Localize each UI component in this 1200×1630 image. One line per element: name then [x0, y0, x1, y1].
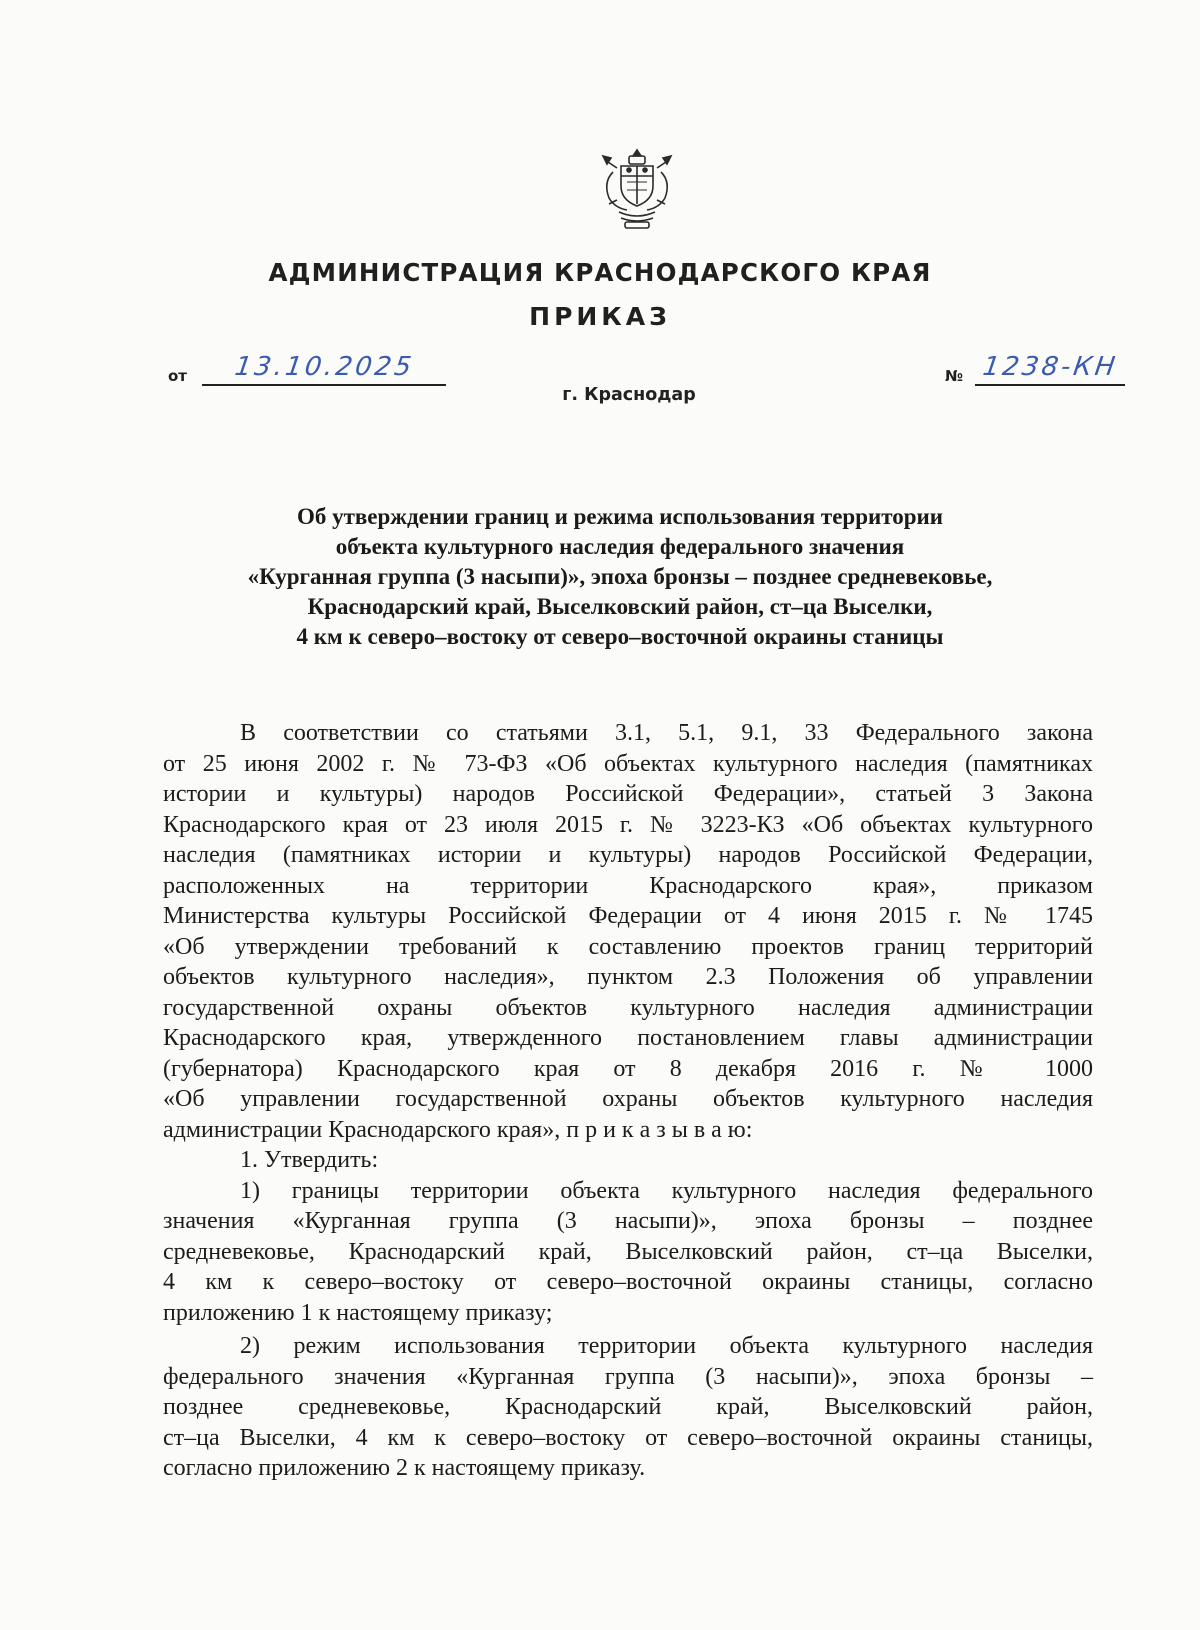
preamble-line: расположенных на территории Краснодарского края», приказом: [163, 872, 1093, 899]
document-title: [150, 502, 1090, 652]
title-line: «Курганная группа (3 насыпи)», эпоха бронзы – позднее средневековье,: [247, 564, 993, 589]
title-line: объекта культурного наследия федерального значения: [335, 534, 905, 559]
preamble-line: государственной охраны объектов культурного наследия администрации: [163, 994, 1093, 1021]
organization-name: АДМИНИСТРАЦИЯ КРАСНОДАРСКОГО КРАЯ: [268, 258, 932, 287]
subitem-2-line: ст–ца Выселки, 4 км к северо–востоку от северо–восточной окраины станицы,: [163, 1424, 1093, 1451]
subitem-1-line: средневековье, Краснодарский край, Выселковский район, ст–ца Выселки,: [163, 1238, 1093, 1265]
subitem-1-line: 1) границы территории объекта культурного наследия федерального: [240, 1177, 1093, 1204]
preamble-line: администрации Краснодарского края», п р и к а з ы в а ю:: [163, 1116, 753, 1143]
preamble-line: от 25 июня 2002 г. № 73-ФЗ «Об объектах культурного наследия (памятниках: [163, 750, 1093, 777]
preamble-line: Министерства культуры Российской Федерации от 4 июня 2015 г. № 1745: [163, 903, 1093, 929]
handwritten-number: 1238-КН: [980, 352, 1120, 382]
preamble-line: В соответствии со статьями 3.1, 5.1, 9.1, 33 Федерального закона: [240, 720, 1093, 746]
subitem-1-line: приложению 1 к настоящему приказу;: [163, 1299, 553, 1326]
preamble-line: Краснодарского края от 23 июля 2015 г. № 3223-КЗ «Об объектах культурного: [163, 811, 1093, 838]
date-prefix-label: от: [168, 367, 187, 385]
title-line: 4 км к северо–востоку от северо–восточной окраины станицы: [296, 624, 944, 649]
preamble-line: «Об утверждении требований к составлению проектов границ территорий: [163, 933, 1093, 960]
subitem-1-line: значения «Курганная группа (3 насыпи)», эпоха бронзы – позднее: [163, 1208, 1093, 1234]
preamble-line: (губернатора) Краснодарского края от 8 декабря 2016 г. № 1000: [163, 1055, 1093, 1082]
krasnodar-coat-of-arms-emblem: [595, 146, 679, 234]
preamble-line: объектов культурного наследия», пунктом 2.3 Положения об управлении: [163, 964, 1093, 990]
subitem-2-line: согласно приложению 2 к настоящему приказу.: [163, 1455, 646, 1481]
subitem-2-line: федерального значения «Курганная группа (3 насыпи)», эпоха бронзы –: [163, 1363, 1093, 1390]
document-body: [163, 718, 1093, 1484]
number-prefix-label: №: [945, 367, 964, 385]
title-line: Об утверждении границ и режима использования территории: [296, 504, 944, 529]
item-1-heading: 1. Утвердить:: [240, 1147, 379, 1173]
subitem-2-line: позднее средневековье, Краснодарский край, Выселковский район,: [163, 1394, 1093, 1420]
subitem-1-line: 4 км к северо–востоку от северо–восточной окраины станицы, согласно: [163, 1269, 1093, 1295]
preamble-line: наследия (памятниках истории и культуры) народов Российской Федерации,: [163, 842, 1093, 868]
handwritten-date: 13.10.2025: [232, 352, 416, 382]
title-line: Краснодарский край, Выселковский район, ст–ца Выселки,: [307, 594, 933, 619]
subitem-2-line: 2) режим использования территории объекта культурного наследия: [240, 1333, 1093, 1359]
city-label: г. Краснодар: [562, 385, 696, 405]
document-type: ПРИКАЗ: [529, 302, 671, 331]
preamble-line: Краснодарского края, утвержденного постановлением главы администрации: [163, 1025, 1093, 1051]
preamble-line: истории и культуры) народов Российской Федерации», статьей 3 Закона: [163, 781, 1093, 807]
preamble-line: «Об управлении государственной охраны объектов культурного наследия: [163, 1086, 1093, 1112]
